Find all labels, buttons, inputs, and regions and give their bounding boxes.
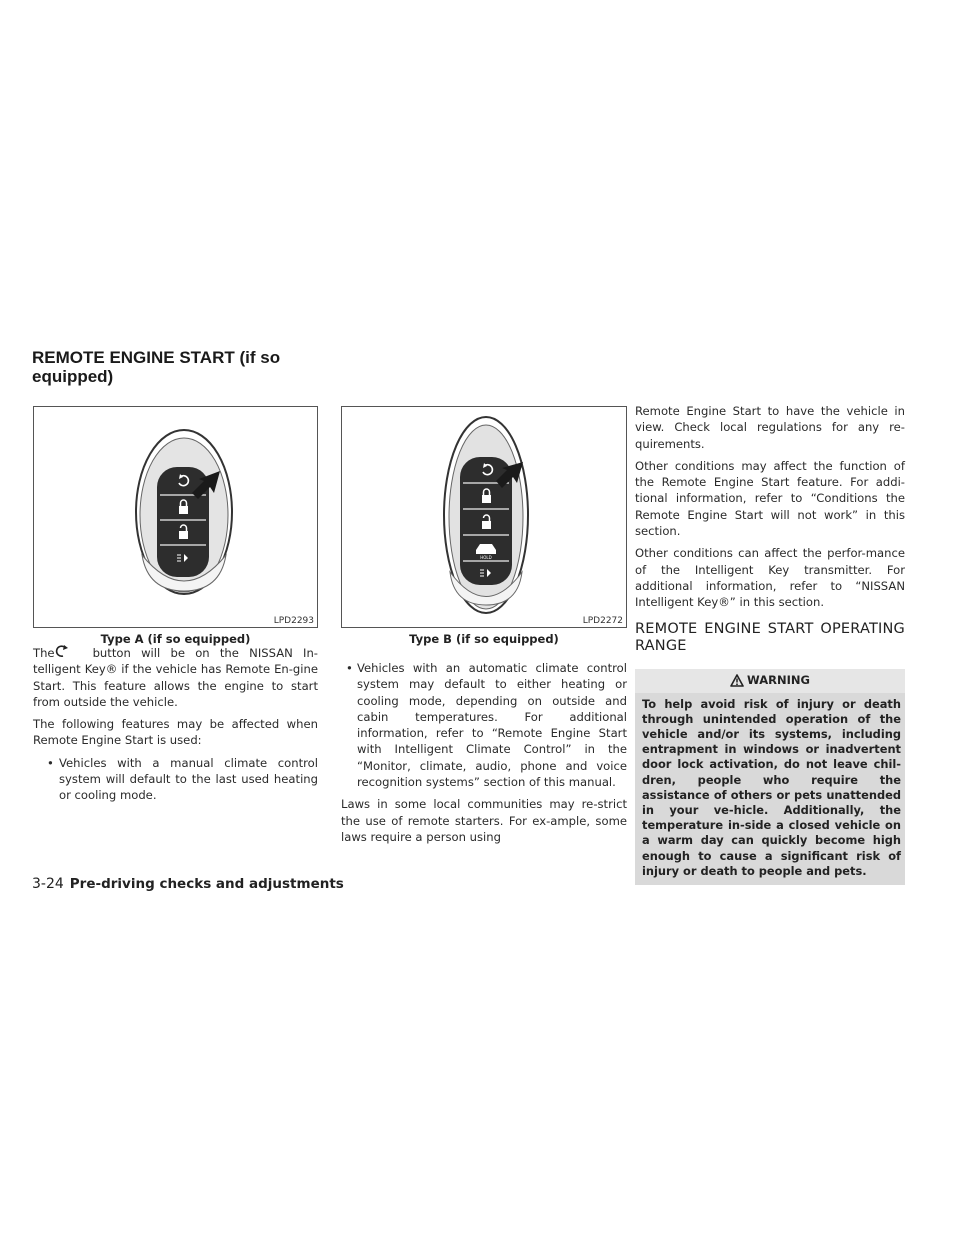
chapter-title: Pre-driving checks and adjustments	[69, 876, 344, 892]
warning-header	[635, 669, 905, 693]
column-3	[635, 403, 905, 885]
key-fob-type-b-illustration	[342, 407, 627, 628]
page-footer	[32, 876, 344, 892]
warning-triangle-icon	[730, 674, 744, 687]
paragraph-laws: Laws in some local communities may re-strict the use of remote starters. For ex-ample, some laws require a person using	[341, 797, 627, 844]
paragraph-laws-continued: Remote Engine Start to have the vehicle in view. Check local regulations for any re-quirements.	[635, 404, 905, 451]
warning-box	[635, 669, 905, 885]
figure-type-b	[341, 406, 627, 628]
warning-title: WARNING	[747, 673, 810, 688]
column-2	[341, 660, 627, 851]
hold-label: HOLD	[480, 555, 492, 560]
key-fob-type-a-illustration	[34, 407, 318, 628]
figure-code: LPD2293	[273, 616, 314, 626]
figure-type-a	[33, 406, 318, 628]
column-1	[33, 645, 318, 810]
bullet-automatic-climate: • Vehicles with an automatic climate control system may default to either heating or cooling mode, depending on outside and cabin temperatures. For additional information, refer to “Remote Engine Start with Intelligent Climate Control” in the “Monitor, climate, audio, phone and voice recognition systems” section of this manual.	[341, 660, 627, 790]
paragraph-intro: The button will be on the NISSAN In-telligent Key® if the vehicle has Remote En-gine Start. This feature allows the engine to start from outside the vehicle.	[33, 646, 318, 709]
page-number: 3-24	[32, 876, 64, 892]
figure-code: LPD2272	[582, 616, 623, 626]
section-title: REMOTE ENGINE START (if so equipped)	[32, 348, 281, 386]
warning-text: To help avoid risk of injury or death through unintended operation of the vehicle and/or its systems, including entrapment in windows or inadvertent door lock activation, do not leave chil-dren, people who require the assistance of others or pets unattended in your ve-hicle. Additionally, the temperature in-side a closed vehicle on a warm day can quickly become high enough to cause a significant risk of injury or death to people and pets.	[642, 696, 901, 878]
figure-caption-type-b: Type B (if so equipped)	[409, 632, 559, 646]
figure-caption-type-a: Type A (if so equipped)	[100, 632, 251, 646]
paragraph-features: The following features may be affected when Remote Engine Start is used:	[33, 717, 318, 748]
remote-start-icon	[55, 645, 93, 659]
bullet-manual-climate: • Vehicles with a manual climate control system will default to the last used heating or cooling mode.	[33, 755, 318, 804]
paragraph-other-conditions: Other conditions may affect the function of the Remote Engine Start feature. For addi-tional information, refer to “Conditions the Remote Engine Start will not work” in this section.	[635, 458, 905, 539]
paragraph-key-performance: Other conditions can affect the perfor-mance of the Intelligent Key transmitter. For additional information, refer to “NISSAN Intelligent Key®” in this section.	[635, 546, 905, 610]
subsection-title: REMOTE ENGINE START OPERATING RANGE	[635, 620, 905, 654]
